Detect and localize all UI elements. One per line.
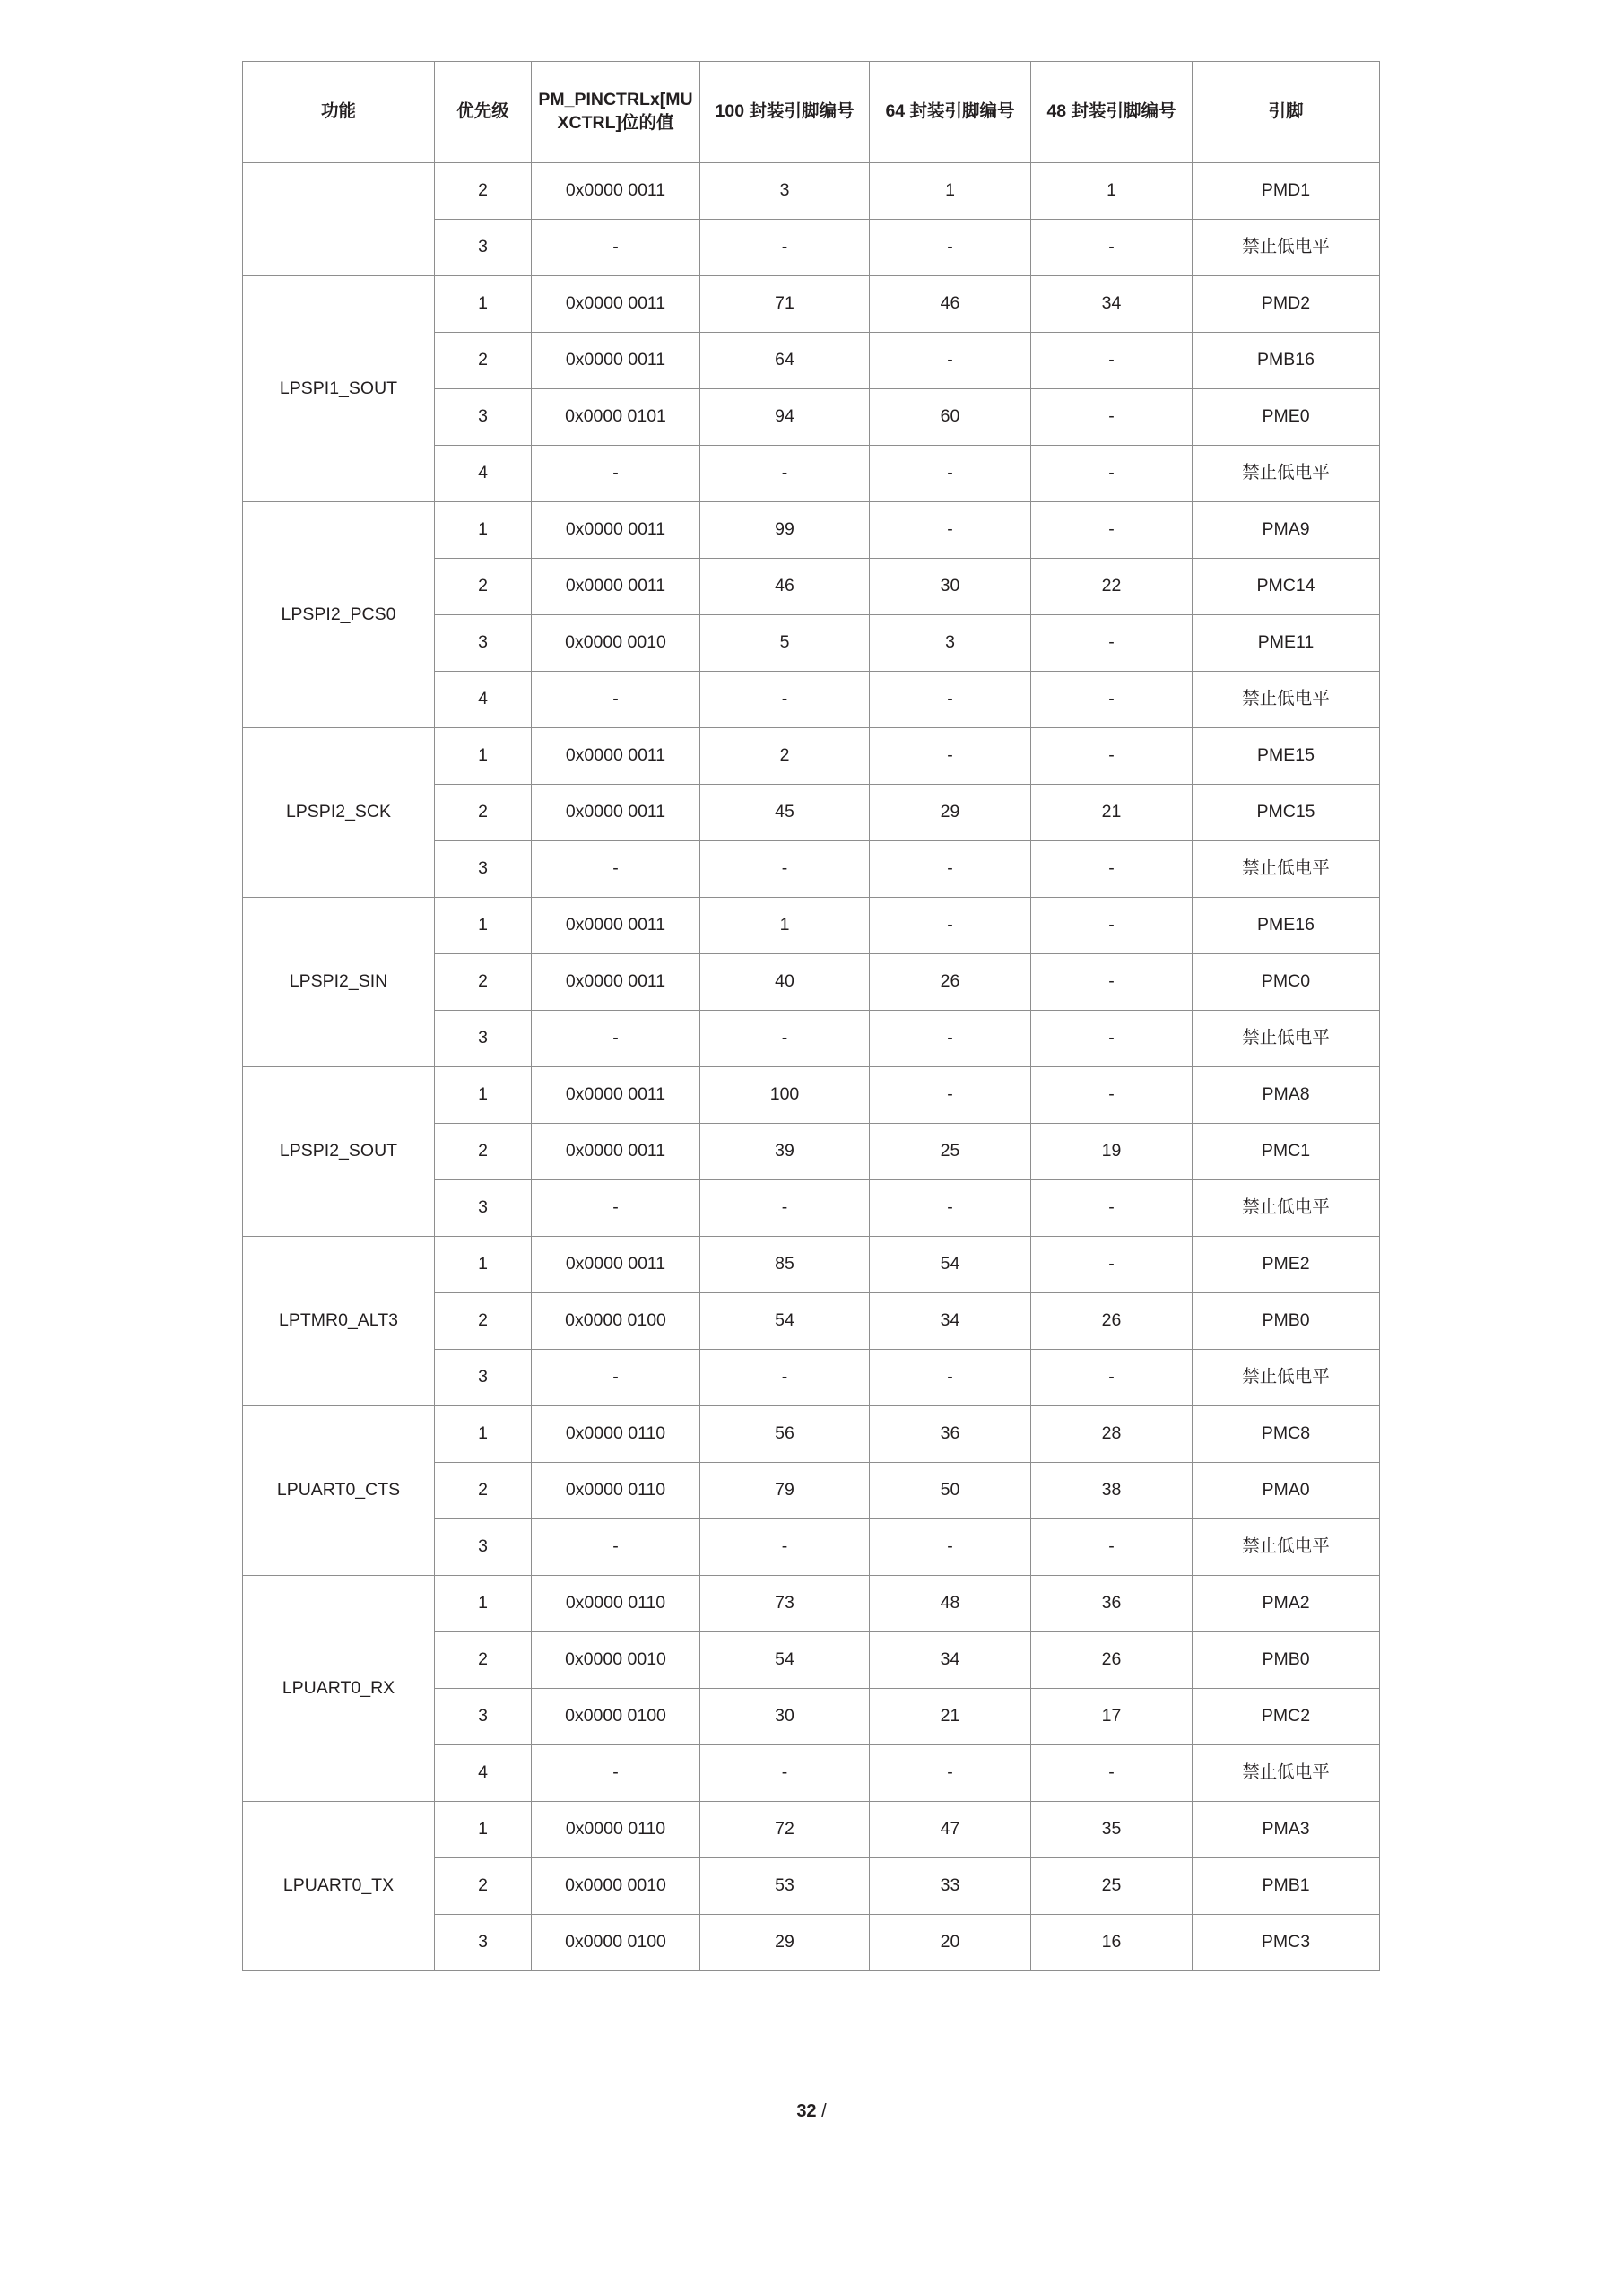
pin-cell: 禁止低电平 xyxy=(1193,1519,1380,1576)
pin-cell: 禁止低电平 xyxy=(1193,446,1380,502)
pin100-cell: - xyxy=(700,1745,870,1802)
pin100-cell: 56 xyxy=(700,1406,870,1463)
pin100-cell: 40 xyxy=(700,954,870,1011)
pin-mux-table xyxy=(242,61,1380,1971)
priority-cell: 2 xyxy=(435,1858,532,1915)
function-cell: LPTMR0_ALT3 xyxy=(243,1237,435,1406)
pin64-cell: 50 xyxy=(870,1463,1031,1519)
muxctrl-value-cell: 0x0000 0110 xyxy=(532,1463,700,1519)
pin48-cell: - xyxy=(1031,1519,1193,1576)
table-header xyxy=(243,62,1380,163)
pin64-cell: 30 xyxy=(870,559,1031,615)
function-cell xyxy=(243,163,435,276)
pin64-cell: 34 xyxy=(870,1293,1031,1350)
muxctrl-value-cell: 0x0000 0110 xyxy=(532,1576,700,1632)
pin48-cell: - xyxy=(1031,728,1193,785)
priority-cell: 1 xyxy=(435,898,532,954)
pin64-cell: - xyxy=(870,1519,1031,1576)
table-row xyxy=(243,1802,1380,1858)
pin64-cell: - xyxy=(870,502,1031,559)
pin48-cell: - xyxy=(1031,333,1193,389)
pin64-cell: 34 xyxy=(870,1632,1031,1689)
muxctrl-value-cell: 0x0000 0011 xyxy=(532,728,700,785)
pin-cell: 禁止低电平 xyxy=(1193,1745,1380,1802)
column-header-muxctrl-value: PM_PINCTRLx[MUXCTRL]位的值 xyxy=(532,62,700,163)
pin64-cell: 3 xyxy=(870,615,1031,672)
muxctrl-value-cell: 0x0000 0010 xyxy=(532,615,700,672)
pin48-cell: - xyxy=(1031,446,1193,502)
priority-cell: 3 xyxy=(435,1519,532,1576)
pin100-cell: 29 xyxy=(700,1915,870,1971)
priority-cell: 2 xyxy=(435,785,532,841)
pin64-cell: 20 xyxy=(870,1915,1031,1971)
priority-cell: 2 xyxy=(435,559,532,615)
muxctrl-value-cell: 0x0000 0100 xyxy=(532,1915,700,1971)
pin64-cell: - xyxy=(870,1350,1031,1406)
pin-cell: PMC1 xyxy=(1193,1124,1380,1180)
pin48-cell: 16 xyxy=(1031,1915,1193,1971)
pin48-cell: 1 xyxy=(1031,163,1193,220)
function-cell: LPUART0_RX xyxy=(243,1576,435,1802)
pin-cell: PMC15 xyxy=(1193,785,1380,841)
priority-cell: 1 xyxy=(435,1237,532,1293)
column-header-pin: 引脚 xyxy=(1193,62,1380,163)
priority-cell: 1 xyxy=(435,1802,532,1858)
pin100-cell: - xyxy=(700,220,870,276)
muxctrl-value-cell: 0x0000 0011 xyxy=(532,333,700,389)
priority-cell: 1 xyxy=(435,728,532,785)
pin64-cell: - xyxy=(870,841,1031,898)
pin64-cell: - xyxy=(870,1180,1031,1237)
pin100-cell: 99 xyxy=(700,502,870,559)
pin-cell: 禁止低电平 xyxy=(1193,1180,1380,1237)
function-cell: LPSPI2_SCK xyxy=(243,728,435,898)
muxctrl-value-cell: 0x0000 0100 xyxy=(532,1689,700,1745)
pin100-cell: 1 xyxy=(700,898,870,954)
pin64-cell: - xyxy=(870,728,1031,785)
priority-cell: 4 xyxy=(435,446,532,502)
pin64-cell: 33 xyxy=(870,1858,1031,1915)
muxctrl-value-cell: 0x0000 0011 xyxy=(532,898,700,954)
pin48-cell: - xyxy=(1031,615,1193,672)
muxctrl-value-cell: - xyxy=(532,1519,700,1576)
priority-cell: 3 xyxy=(435,389,532,446)
priority-cell: 2 xyxy=(435,954,532,1011)
pin100-cell: - xyxy=(700,841,870,898)
priority-cell: 1 xyxy=(435,276,532,333)
pin-cell: PMA2 xyxy=(1193,1576,1380,1632)
pin-cell: 禁止低电平 xyxy=(1193,220,1380,276)
priority-cell: 1 xyxy=(435,1576,532,1632)
muxctrl-value-cell: - xyxy=(532,1745,700,1802)
priority-cell: 1 xyxy=(435,1067,532,1124)
muxctrl-value-cell: 0x0000 0011 xyxy=(532,1237,700,1293)
function-cell: LPSPI2_PCS0 xyxy=(243,502,435,728)
page-number-separator: / xyxy=(821,2101,827,2121)
pin100-cell: - xyxy=(700,1350,870,1406)
function-cell: LPUART0_CTS xyxy=(243,1406,435,1576)
pin48-cell: - xyxy=(1031,1745,1193,1802)
pin64-cell: 36 xyxy=(870,1406,1031,1463)
muxctrl-value-cell: 0x0000 0100 xyxy=(532,1293,700,1350)
muxctrl-value-cell: 0x0000 0011 xyxy=(532,502,700,559)
muxctrl-value-cell: - xyxy=(532,446,700,502)
pin48-cell: - xyxy=(1031,841,1193,898)
pin100-cell: 79 xyxy=(700,1463,870,1519)
pin100-cell: 39 xyxy=(700,1124,870,1180)
pin48-cell: - xyxy=(1031,1237,1193,1293)
pin48-cell: - xyxy=(1031,502,1193,559)
pin-cell: PMC2 xyxy=(1193,1689,1380,1745)
pin64-cell: 26 xyxy=(870,954,1031,1011)
pin48-cell: 22 xyxy=(1031,559,1193,615)
table-row xyxy=(243,163,1380,220)
pin48-cell: - xyxy=(1031,220,1193,276)
pin48-cell: - xyxy=(1031,389,1193,446)
pin-cell: PME16 xyxy=(1193,898,1380,954)
pin-cell: PMD2 xyxy=(1193,276,1380,333)
priority-cell: 3 xyxy=(435,1915,532,1971)
pin100-cell: 5 xyxy=(700,615,870,672)
table-body xyxy=(243,163,1380,1971)
pin100-cell: 54 xyxy=(700,1632,870,1689)
priority-cell: 3 xyxy=(435,1180,532,1237)
pin100-cell: 3 xyxy=(700,163,870,220)
priority-cell: 3 xyxy=(435,220,532,276)
priority-cell: 3 xyxy=(435,841,532,898)
pin-cell: PMA9 xyxy=(1193,502,1380,559)
column-header-priority: 优先级 xyxy=(435,62,532,163)
pin-cell: 禁止低电平 xyxy=(1193,672,1380,728)
pin100-cell: 73 xyxy=(700,1576,870,1632)
pin64-cell: - xyxy=(870,898,1031,954)
pin-cell: 禁止低电平 xyxy=(1193,1350,1380,1406)
pin48-cell: 25 xyxy=(1031,1858,1193,1915)
pin64-cell: 29 xyxy=(870,785,1031,841)
muxctrl-value-cell: 0x0000 0011 xyxy=(532,1067,700,1124)
muxctrl-value-cell: 0x0000 0110 xyxy=(532,1406,700,1463)
pin100-cell: 30 xyxy=(700,1689,870,1745)
priority-cell: 2 xyxy=(435,1293,532,1350)
pin-cell: PMC3 xyxy=(1193,1915,1380,1971)
pin100-cell: - xyxy=(700,446,870,502)
priority-cell: 2 xyxy=(435,163,532,220)
pin-cell: PMA3 xyxy=(1193,1802,1380,1858)
muxctrl-value-cell: - xyxy=(532,841,700,898)
pin100-cell: 100 xyxy=(700,1067,870,1124)
pin64-cell: - xyxy=(870,333,1031,389)
pin-cell: PME0 xyxy=(1193,389,1380,446)
pin-cell: PMB0 xyxy=(1193,1632,1380,1689)
table-row xyxy=(243,1237,1380,1293)
pin64-cell: 21 xyxy=(870,1689,1031,1745)
pin-cell: PMC8 xyxy=(1193,1406,1380,1463)
pin100-cell: 85 xyxy=(700,1237,870,1293)
pin100-cell: - xyxy=(700,672,870,728)
priority-cell: 3 xyxy=(435,1350,532,1406)
priority-cell: 2 xyxy=(435,1463,532,1519)
pin48-cell: 17 xyxy=(1031,1689,1193,1745)
pin-cell: PMC0 xyxy=(1193,954,1380,1011)
pin-cell: PMD1 xyxy=(1193,163,1380,220)
table-header-row xyxy=(243,62,1380,163)
pin48-cell: 35 xyxy=(1031,1802,1193,1858)
pin100-cell: - xyxy=(700,1011,870,1067)
muxctrl-value-cell: 0x0000 0110 xyxy=(532,1802,700,1858)
muxctrl-value-cell: 0x0000 0011 xyxy=(532,163,700,220)
pin100-cell: 54 xyxy=(700,1293,870,1350)
pin-cell: PMB1 xyxy=(1193,1858,1380,1915)
pin-cell: PMB16 xyxy=(1193,333,1380,389)
pin100-cell: 94 xyxy=(700,389,870,446)
muxctrl-value-cell: 0x0000 0011 xyxy=(532,1124,700,1180)
priority-cell: 2 xyxy=(435,1632,532,1689)
priority-cell: 4 xyxy=(435,1745,532,1802)
priority-cell: 4 xyxy=(435,672,532,728)
pin100-cell: 72 xyxy=(700,1802,870,1858)
function-cell: LPSPI2_SIN xyxy=(243,898,435,1067)
pin48-cell: 38 xyxy=(1031,1463,1193,1519)
column-header-pin48: 48 封装引脚编号 xyxy=(1031,62,1193,163)
pin-mux-table-container xyxy=(242,61,1379,1971)
priority-cell: 3 xyxy=(435,1011,532,1067)
pin48-cell: - xyxy=(1031,954,1193,1011)
pin100-cell: 53 xyxy=(700,1858,870,1915)
column-header-function: 功能 xyxy=(243,62,435,163)
pin64-cell: - xyxy=(870,220,1031,276)
pin64-cell: - xyxy=(870,1011,1031,1067)
pin-cell: PME2 xyxy=(1193,1237,1380,1293)
priority-cell: 1 xyxy=(435,1406,532,1463)
pin48-cell: - xyxy=(1031,1067,1193,1124)
table-row xyxy=(243,502,1380,559)
function-cell: LPSPI2_SOUT xyxy=(243,1067,435,1237)
muxctrl-value-cell: - xyxy=(532,1180,700,1237)
pin-cell: PME11 xyxy=(1193,615,1380,672)
pin48-cell: 36 xyxy=(1031,1576,1193,1632)
pin-cell: PMC14 xyxy=(1193,559,1380,615)
priority-cell: 2 xyxy=(435,1124,532,1180)
pin48-cell: - xyxy=(1031,1350,1193,1406)
pin-cell: PMA0 xyxy=(1193,1463,1380,1519)
pin100-cell: - xyxy=(700,1180,870,1237)
pin100-cell: 71 xyxy=(700,276,870,333)
pin64-cell: 46 xyxy=(870,276,1031,333)
function-cell: LPSPI1_SOUT xyxy=(243,276,435,502)
pin64-cell: 60 xyxy=(870,389,1031,446)
muxctrl-value-cell: - xyxy=(532,672,700,728)
muxctrl-value-cell: 0x0000 0011 xyxy=(532,785,700,841)
pin-cell: 禁止低电平 xyxy=(1193,841,1380,898)
pin48-cell: 26 xyxy=(1031,1632,1193,1689)
pin48-cell: 34 xyxy=(1031,276,1193,333)
muxctrl-value-cell: - xyxy=(532,220,700,276)
pin-cell: 禁止低电平 xyxy=(1193,1011,1380,1067)
pin48-cell: 26 xyxy=(1031,1293,1193,1350)
priority-cell: 1 xyxy=(435,502,532,559)
pin100-cell: 2 xyxy=(700,728,870,785)
pin100-cell: 45 xyxy=(700,785,870,841)
pin64-cell: - xyxy=(870,1745,1031,1802)
pin48-cell: - xyxy=(1031,1180,1193,1237)
pin64-cell: 47 xyxy=(870,1802,1031,1858)
table-row xyxy=(243,1576,1380,1632)
pin-cell: PMA8 xyxy=(1193,1067,1380,1124)
pin48-cell: - xyxy=(1031,1011,1193,1067)
pin48-cell: - xyxy=(1031,898,1193,954)
column-header-pin100: 100 封装引脚编号 xyxy=(700,62,870,163)
page-footer xyxy=(0,2101,1623,2122)
muxctrl-value-cell: - xyxy=(532,1011,700,1067)
pin48-cell: 19 xyxy=(1031,1124,1193,1180)
muxctrl-value-cell: 0x0000 0101 xyxy=(532,389,700,446)
pin48-cell: - xyxy=(1031,672,1193,728)
muxctrl-value-cell: 0x0000 0010 xyxy=(532,1632,700,1689)
table-row xyxy=(243,1406,1380,1463)
table-row xyxy=(243,1067,1380,1124)
pin64-cell: 54 xyxy=(870,1237,1031,1293)
table-row xyxy=(243,728,1380,785)
pin48-cell: 28 xyxy=(1031,1406,1193,1463)
priority-cell: 3 xyxy=(435,615,532,672)
table-row xyxy=(243,276,1380,333)
pin100-cell: - xyxy=(700,1519,870,1576)
priority-cell: 3 xyxy=(435,1689,532,1745)
pin64-cell: 48 xyxy=(870,1576,1031,1632)
muxctrl-value-cell: 0x0000 0011 xyxy=(532,954,700,1011)
pin48-cell: 21 xyxy=(1031,785,1193,841)
pin100-cell: 64 xyxy=(700,333,870,389)
muxctrl-value-cell: - xyxy=(532,1350,700,1406)
muxctrl-value-cell: 0x0000 0010 xyxy=(532,1858,700,1915)
pin100-cell: 46 xyxy=(700,559,870,615)
table-row xyxy=(243,898,1380,954)
pin64-cell: 25 xyxy=(870,1124,1031,1180)
pin64-cell: - xyxy=(870,1067,1031,1124)
muxctrl-value-cell: 0x0000 0011 xyxy=(532,276,700,333)
column-header-pin64: 64 封装引脚编号 xyxy=(870,62,1031,163)
muxctrl-value-cell: 0x0000 0011 xyxy=(532,559,700,615)
page-number: 32 xyxy=(796,2101,817,2121)
function-cell: LPUART0_TX xyxy=(243,1802,435,1971)
pin64-cell: - xyxy=(870,446,1031,502)
priority-cell: 2 xyxy=(435,333,532,389)
pin64-cell: 1 xyxy=(870,163,1031,220)
pin-cell: PME15 xyxy=(1193,728,1380,785)
pin-cell: PMB0 xyxy=(1193,1293,1380,1350)
pin64-cell: - xyxy=(870,672,1031,728)
